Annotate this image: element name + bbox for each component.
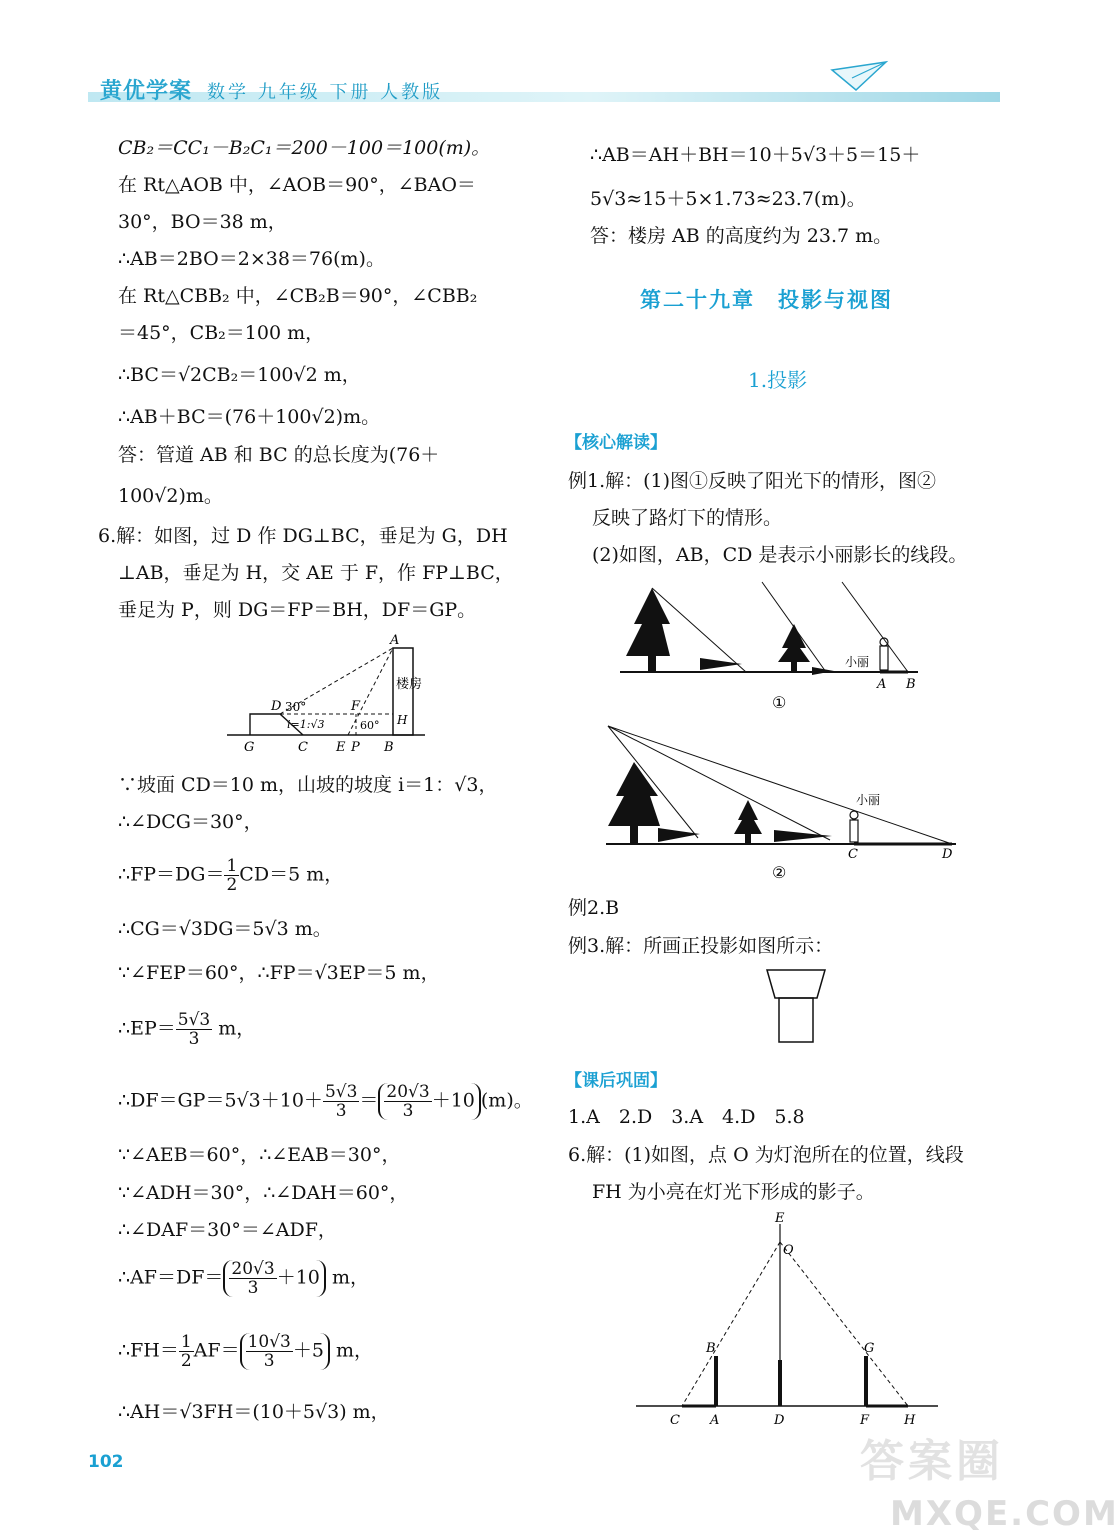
line-ab-total: ∴AB＝AH＋BH＝10＋5√3＋5＝15＋ bbox=[590, 144, 921, 166]
label-slope: i=1:√3 bbox=[287, 718, 325, 731]
line-ex1-c: (2)如图，AB，CD 是表示小丽影长的线段。 bbox=[592, 544, 968, 566]
label-d: D bbox=[271, 699, 282, 714]
label-b-fig1: B bbox=[906, 677, 916, 692]
line-bc: ∴BC＝√2CB₂＝100√2 m， bbox=[118, 364, 361, 386]
line-fep: ∵∠FEP＝60°，∴FP＝√3EP＝5 m， bbox=[118, 962, 440, 984]
line-rt-cbb2: 在 Rt△CBB₂ 中，∠CB₂B＝90°，∠CBB₂ bbox=[118, 285, 478, 307]
line-ab-approx: 5√3≈15＋5×1.73≈23.7(m)。 bbox=[590, 188, 866, 210]
line-answer-pipe-2: 100√2)m。 bbox=[118, 485, 223, 507]
line-q6-right-a: 6.解：(1)如图，点 O 为灯泡所在的位置，线段 bbox=[568, 1144, 964, 1166]
label-a-fig3: A bbox=[710, 1413, 720, 1428]
line-fh: ∴FH＝ $\frac{1}{2}$ AF＝ $\frac{10√3}{3}$ ＋5 m， bbox=[118, 1332, 374, 1371]
line-ah: ∴AH＝√3FH＝(10＋5√3) m， bbox=[118, 1401, 390, 1423]
header-subtitle: 数学 九年级 下册 人教版 bbox=[207, 82, 444, 103]
label-f-fig3: F bbox=[860, 1413, 870, 1428]
line-q6-1: 6.解：如图，过 D 作 DG⊥BC，垂足为 G，DH bbox=[98, 525, 508, 547]
watermark-url: MXQE.COM bbox=[890, 1494, 1119, 1534]
line-cb2: CB₂＝CC₁－B₂C₁＝200－100＝100(m)。 bbox=[118, 137, 491, 159]
label-e-fig3: E bbox=[775, 1211, 785, 1226]
line-slope-cd: ∵坡面 CD＝10 m，山坡的坡度 i＝1：√3， bbox=[118, 774, 498, 796]
label-xiaoli-2: 小丽 bbox=[856, 793, 881, 807]
paper-plane-icon bbox=[830, 60, 890, 96]
label-b: B bbox=[384, 740, 394, 755]
line-daf: ∴∠DAF＝30°＝∠ADF， bbox=[118, 1219, 337, 1241]
label-a-fig1: A bbox=[877, 677, 887, 692]
label-a: A bbox=[390, 633, 400, 648]
label-60deg: 60° bbox=[360, 719, 380, 732]
line-cg: ∴CG＝√3DG＝5√3 m。 bbox=[118, 918, 332, 940]
lamplight-figure bbox=[604, 722, 960, 882]
label-g-fig3: G bbox=[864, 1341, 875, 1356]
line-answer-building: 答：楼房 AB 的高度约为 23.7 m。 bbox=[590, 225, 893, 247]
line-aeb: ∵∠AEB＝60°，∴∠EAB＝30°， bbox=[118, 1144, 401, 1166]
section-title: 1.投影 bbox=[748, 368, 808, 392]
line-q6-right-b: FH 为小亮在灯光下形成的影子。 bbox=[592, 1181, 875, 1203]
line-ab: ∴AB＝2BO＝2×38＝76(m)。 bbox=[118, 248, 385, 270]
line-q6-2: ⊥AB，垂足为 H，交 AE 于 F，作 FP⊥BC， bbox=[118, 562, 514, 584]
brand-logo: 黄优学案 bbox=[100, 79, 193, 104]
line-ex1-a: 例1.解：(1)图①反映了阳光下的情形，图② bbox=[568, 470, 937, 492]
line-ex1-b: 反映了路灯下的情形。 bbox=[592, 507, 783, 529]
line-rt-aob: 在 Rt△AOB 中，∠AOB＝90°，∠BAO＝ bbox=[118, 174, 476, 196]
label-f: F bbox=[351, 699, 361, 714]
line-cb2-100: ＝45°，CB₂＝100 m， bbox=[118, 322, 325, 344]
line-answers: 1.A 2.D 3.A 4.D 5.8 bbox=[568, 1106, 805, 1128]
label-h-fig3: H bbox=[904, 1413, 916, 1428]
label-d-fig2: D bbox=[942, 847, 953, 862]
chapter-title: 第二十九章 投影与视图 bbox=[640, 288, 893, 312]
line-fp: ∴FP＝DG＝ $\frac{1}{2}$ CD＝5 m， bbox=[118, 856, 344, 895]
line-ep: ∴EP＝ $\frac{5√3}{3}$ m， bbox=[118, 1010, 256, 1049]
lamp-shadow-figure bbox=[632, 1210, 942, 1432]
label-p: P bbox=[351, 740, 360, 755]
label-30deg: 30° bbox=[285, 700, 307, 714]
line-answer-pipe: 答：管道 AB 和 BC 的总长度为(76＋ bbox=[118, 444, 440, 466]
label-fig2-number: ② bbox=[772, 863, 787, 882]
label-b-fig3: B bbox=[706, 1341, 716, 1356]
projection-figure bbox=[765, 968, 829, 1048]
label-c-fig3: C bbox=[670, 1413, 680, 1428]
tag-after-class: 【课后巩固】 bbox=[565, 1071, 667, 1091]
label-xiaoli-1: 小丽 bbox=[845, 655, 870, 669]
watermark-logo: 答案圈 bbox=[860, 1436, 1004, 1487]
line-ex3: 例3.解：所画正投影如图所示： bbox=[568, 935, 834, 957]
label-o-fig3: O bbox=[783, 1243, 794, 1258]
label-e: E bbox=[336, 740, 346, 755]
slope-building-figure bbox=[225, 630, 430, 755]
label-c-fig2: C bbox=[848, 847, 858, 862]
label-g: G bbox=[244, 740, 255, 755]
tag-core-reading: 【核心解读】 bbox=[565, 433, 667, 453]
line-q6-3: 垂足为 P，则 DG＝FP＝BH，DF＝GP。 bbox=[118, 599, 477, 621]
page-number: 102 bbox=[88, 1452, 124, 1472]
label-fig1-number: ① bbox=[772, 693, 787, 712]
label-c: C bbox=[298, 740, 308, 755]
label-building: 楼房 bbox=[396, 677, 423, 692]
sunlight-figure bbox=[612, 576, 924, 714]
line-bo: 30°，BO＝38 m， bbox=[118, 211, 287, 233]
line-adh: ∵∠ADH＝30°，∴∠DAH＝60°， bbox=[118, 1182, 409, 1204]
line-df: ∴DF＝GP＝5√3＋10＋ $\frac{5√3}{3}$ ＝ $\frac{20√3}{3}$ ＋10 (m)。 bbox=[118, 1082, 533, 1121]
line-af: ∴AF＝DF＝ $\frac{20√3}{3}$ ＋10 m， bbox=[118, 1259, 369, 1298]
line-ab-bc: ∴AB＋BC＝(76＋100√2)m。 bbox=[118, 406, 381, 428]
label-d-fig3: D bbox=[774, 1413, 785, 1428]
label-h: H bbox=[397, 713, 408, 727]
line-ex2: 例2.B bbox=[568, 897, 620, 919]
line-dcg: ∴∠DCG＝30°， bbox=[118, 811, 263, 833]
